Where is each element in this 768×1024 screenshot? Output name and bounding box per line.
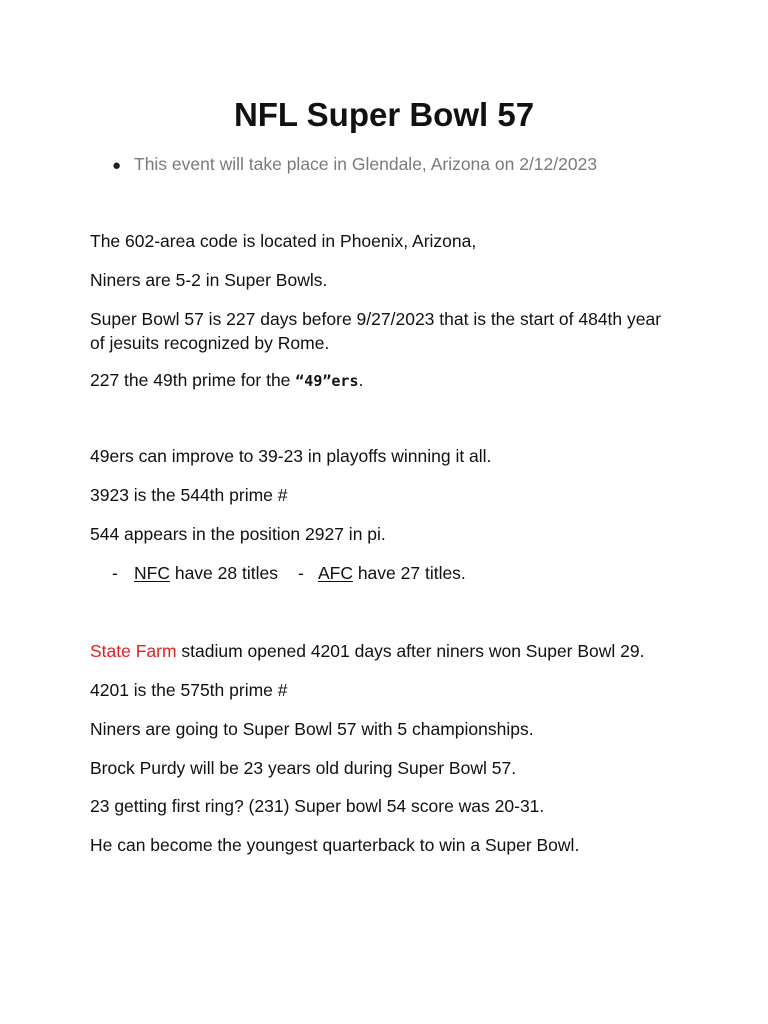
- paragraph-niners-record: Niners are 5-2 in Super Bowls.: [90, 270, 328, 290]
- paragraph-championships: Niners are going to Super Bowl 57 with 5 championships.: [90, 719, 534, 739]
- state-farm-text: stadium opened 4201 days after niners won Super Bowl 29.: [176, 641, 645, 661]
- paragraph-227-prime-end: .: [358, 370, 364, 390]
- forty-niners-emphasis: “49”ers: [295, 372, 359, 390]
- paragraph-youngest-qb: He can become the youngest quarterback to win a Super Bowl.: [90, 835, 580, 855]
- paragraph-3923-prime: 3923 is the 544th prime #: [90, 485, 288, 505]
- afc-titles-text: have 27 titles.: [352, 563, 466, 583]
- dash-marker-2: -: [297, 563, 304, 583]
- nfc-label: NFC: [134, 563, 170, 583]
- conference-titles-row: [112, 561, 466, 585]
- state-farm-highlight: State Farm: [90, 641, 177, 661]
- page-title: NFL Super Bowl 57: [233, 96, 535, 133]
- paragraph-improve-playoffs: 49ers can improve to 39-23 in playoffs winning it all.: [90, 446, 492, 466]
- paragraph-4201-prime: 4201 is the 575th prime #: [90, 680, 288, 700]
- paragraph-227-prime: [90, 368, 363, 393]
- afc-label: AFC: [317, 563, 353, 583]
- bullet-dot-icon: ●: [112, 157, 122, 174]
- event-bullet-text: This event will take place in Glendale, Arizona on 2/12/2023: [134, 154, 598, 174]
- paragraph-brock-purdy: Brock Purdy will be 23 years old during Super Bowl 57.: [90, 758, 517, 778]
- paragraph-227-days: Super Bowl 57 is 227 days before 9/27/2023 that is the start of 484th year of jesuits recognized by Rome.: [90, 309, 662, 353]
- nfc-titles-text: have 28 titles: [169, 563, 278, 583]
- paragraph-602-area-code: The 602-area code is located in Phoenix, Arizona,: [90, 231, 477, 251]
- paragraph-544-pi: 544 appears in the position 2927 in pi.: [90, 524, 386, 544]
- paragraph-state-farm: [90, 639, 645, 663]
- paragraph-227-prime-text: 227 the 49th prime for the: [90, 370, 296, 390]
- paragraph-first-ring: 23 getting first ring? (231) Super bowl 54 score was 20-31.: [90, 796, 545, 816]
- event-bullet: [112, 152, 597, 178]
- dash-marker: -: [112, 563, 118, 583]
